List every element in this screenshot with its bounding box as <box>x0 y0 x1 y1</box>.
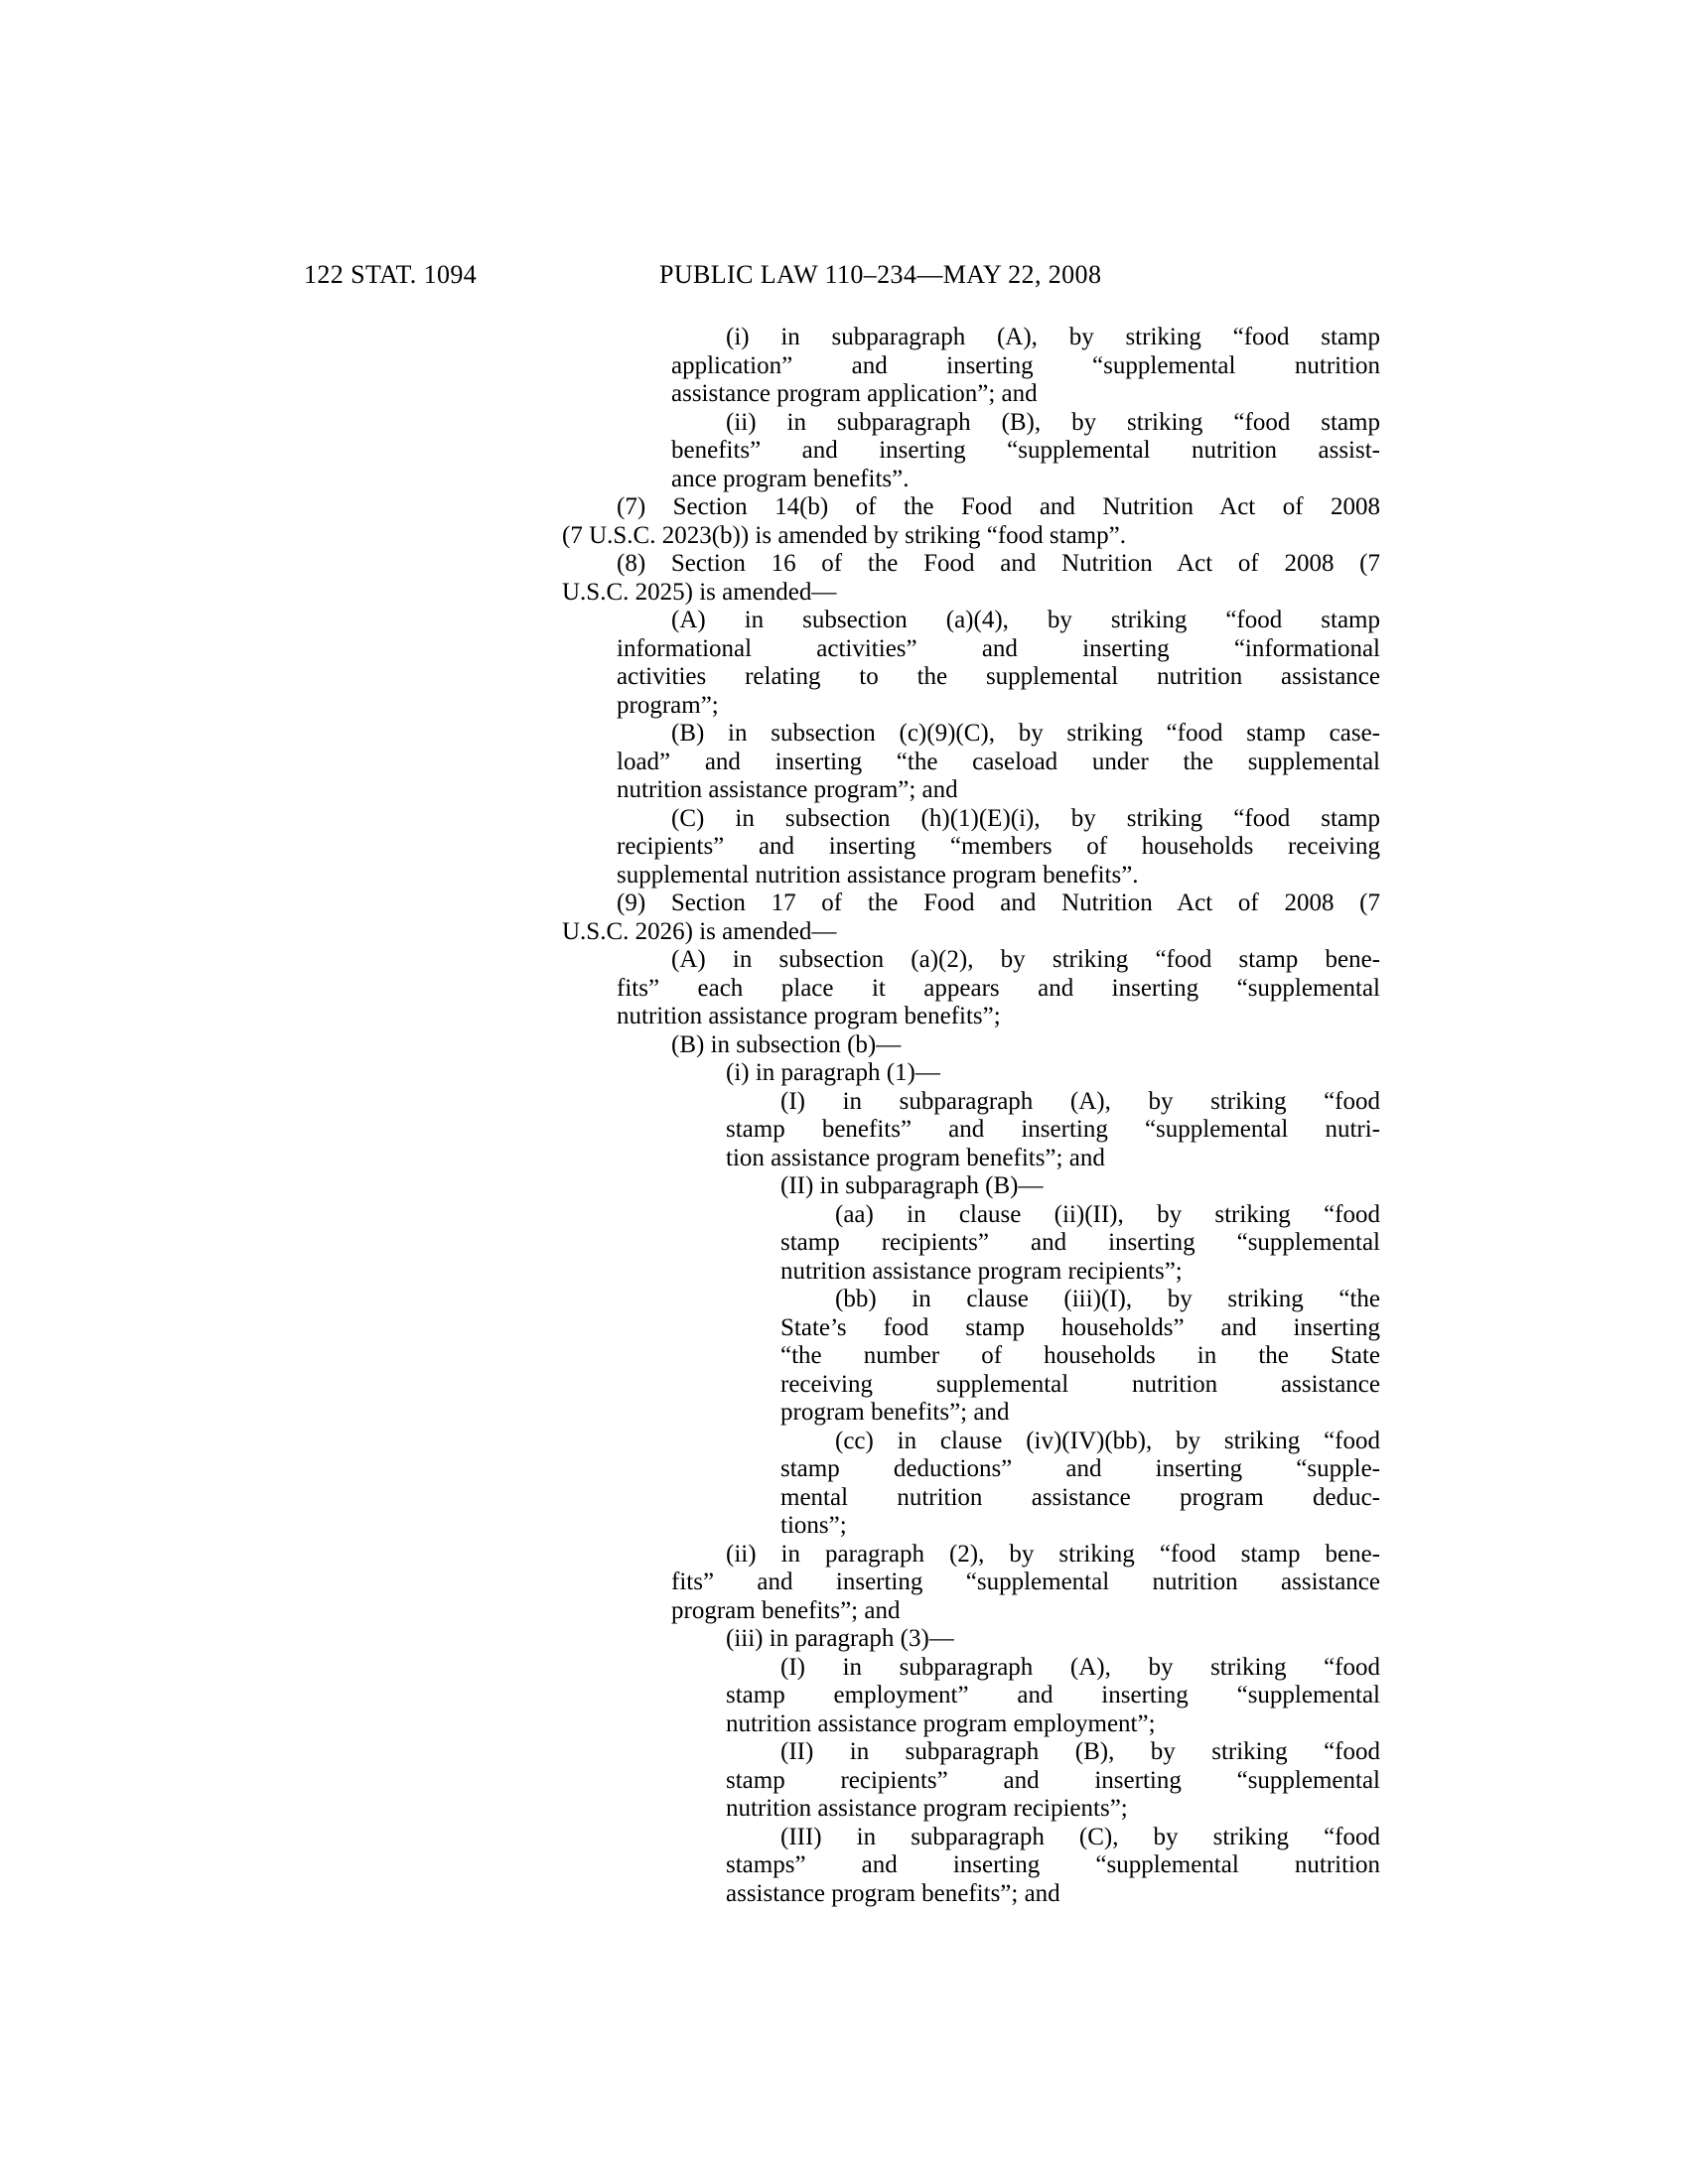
statute-line: program benefits”; and <box>780 1399 1010 1426</box>
statute-line: nutrition assistance program benefits”; <box>617 1003 1001 1029</box>
statute-paragraph <box>562 889 1380 946</box>
statute-line: U.S.C. 2025) is amended— <box>562 578 837 606</box>
statute-line: (iii) in paragraph (3)— <box>726 1625 954 1652</box>
statute-line: fits” each place it appears and inserting “supplemental <box>617 974 1380 1002</box>
statute-line: stamps” and inserting “supplemental nutrition <box>726 1851 1380 1878</box>
statute-line: assistance program application”; and <box>671 380 1038 407</box>
statute-line: tions”; <box>780 1512 847 1539</box>
statute-line: assistance program benefits”; and <box>726 1879 1060 1907</box>
statute-line: nutrition assistance program employment”; <box>726 1709 1156 1737</box>
statute-paragraph <box>562 1738 1380 1824</box>
statute-line: nutrition assistance program recipients”; <box>780 1257 1183 1285</box>
statute-line: (I) in subparagraph (A), by striking “food <box>780 1087 1380 1115</box>
statute-line: tion assistance program benefits”; and <box>726 1144 1105 1171</box>
statute-line: (C) in subsection (h)(1)(E)(i), by striking “food stamp <box>671 804 1380 832</box>
statute-paragraph <box>562 1654 1380 1739</box>
statute-line: (II) in subparagraph (B)— <box>780 1172 1044 1199</box>
statute-line: (ii) in paragraph (2), by striking “food stamp bene- <box>726 1540 1380 1568</box>
statute-line: recipients” and inserting “members of households receiving <box>617 833 1380 860</box>
statute-line: “the number of households in the State <box>780 1342 1380 1369</box>
statute-paragraph <box>562 1031 1380 1060</box>
statute-paragraph <box>562 1088 1380 1173</box>
statute-paragraph <box>562 1824 1380 1909</box>
statute-line: U.S.C. 2026) is amended— <box>562 917 837 945</box>
statute-paragraph <box>562 409 1380 494</box>
statute-line: nutrition assistance program”; and <box>617 776 958 803</box>
statute-line: (bb) in clause (iii)(I), by striking “the <box>835 1286 1380 1312</box>
statute-line: State’s food stamp households” and inserting <box>780 1313 1380 1341</box>
statute-line: (B) in subsection (b)— <box>671 1030 902 1058</box>
statute-line: (II) in subparagraph (B), by striking “food <box>780 1738 1380 1765</box>
statute-line: (8) Section 16 of the Food and Nutrition Act of 2008 (7 <box>617 550 1380 577</box>
text-block <box>562 324 1380 1908</box>
statute-line: stamp benefits” and inserting “supplemental nutri- <box>726 1116 1380 1143</box>
statute-paragraph <box>562 1286 1380 1428</box>
statute-line: (cc) in clause (iv)(IV)(bb), by striking “food <box>835 1427 1380 1454</box>
statute-line: benefits” and inserting “supplemental nutrition assist- <box>671 437 1380 464</box>
statute-line: stamp recipients” and inserting “supplemental <box>780 1229 1380 1256</box>
statute-line: stamp employment” and inserting “supplemental <box>726 1682 1380 1708</box>
statute-paragraph <box>562 1541 1380 1626</box>
statute-line: (A) in subsection (a)(2), by striking “food stamp bene- <box>671 946 1380 973</box>
statute-line: (7) Section 14(b) of the Food and Nutrition Act of 2008 <box>617 493 1380 520</box>
statute-line: (A) in subsection (a)(4), by striking “food stamp <box>671 607 1380 633</box>
statute-line: program benefits”; and <box>671 1596 901 1624</box>
statute-paragraph <box>562 550 1380 607</box>
statute-paragraph <box>562 1625 1380 1654</box>
statute-paragraph <box>562 720 1380 805</box>
statute-line: supplemental nutrition assistance program benefits”. <box>617 861 1139 888</box>
statute-line: mental nutrition assistance program deduc- <box>780 1483 1380 1511</box>
statute-line: (9) Section 17 of the Food and Nutrition Act of 2008 (7 <box>617 889 1380 916</box>
statute-paragraph <box>562 1059 1380 1088</box>
statute-line: ance program benefits”. <box>671 465 910 492</box>
statute-line: (III) in subparagraph (C), by striking “food <box>780 1823 1380 1850</box>
statute-line: informational activities” and inserting “informational <box>617 634 1380 662</box>
statute-paragraph <box>562 493 1380 550</box>
statute-paragraph <box>562 1172 1380 1201</box>
statute-paragraph <box>562 324 1380 409</box>
statute-line: (i) in paragraph (1)— <box>726 1059 940 1086</box>
statute-line: (B) in subsection (c)(9)(C), by striking “food stamp case- <box>671 720 1380 747</box>
statute-line: nutrition assistance program recipients”; <box>726 1795 1128 1822</box>
statute-line: fits” and inserting “supplemental nutrition assistance <box>671 1569 1380 1595</box>
statute-line: application” and inserting “supplemental nutrition <box>671 351 1380 379</box>
statute-paragraph <box>562 946 1380 1031</box>
statute-line: (ii) in subparagraph (B), by striking “food stamp <box>726 408 1380 436</box>
statute-paragraph <box>562 607 1380 720</box>
statute-line: (i) in subparagraph (A), by striking “food stamp <box>726 324 1380 350</box>
statute-line: stamp recipients” and inserting “supplemental <box>726 1766 1380 1794</box>
statute-paragraph <box>562 1201 1380 1287</box>
statute-line: (7 U.S.C. 2023(b)) is amended by striking “food stamp”. <box>562 521 1126 549</box>
statute-line: stamp deductions” and inserting “supple- <box>780 1455 1380 1482</box>
statute-paragraph <box>562 805 1380 890</box>
statute-line: activities relating to the supplemental nutrition assistance <box>617 663 1380 690</box>
statute-line: receiving supplemental nutrition assistance <box>780 1370 1380 1398</box>
statute-line: (I) in subparagraph (A), by striking “food <box>780 1653 1380 1681</box>
statute-line: load” and inserting “the caseload under the supplemental <box>617 748 1380 775</box>
statute-line: program”; <box>617 691 719 719</box>
statute-paragraph <box>562 1428 1380 1541</box>
page-number: 122 STAT. 1094 <box>304 260 478 289</box>
statute-line: (aa) in clause (ii)(II), by striking “food <box>835 1200 1380 1228</box>
page-title: PUBLIC LAW 110–234—MAY 22, 2008 <box>659 260 1102 289</box>
